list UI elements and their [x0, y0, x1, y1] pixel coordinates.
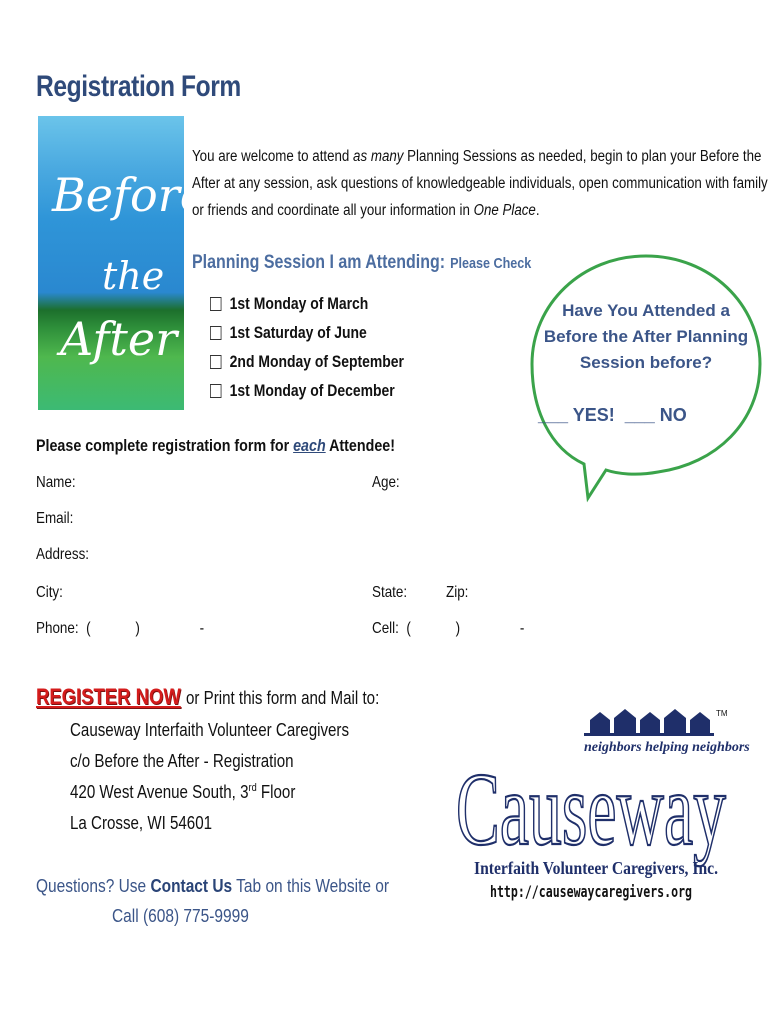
instructions-text: Attendee!	[325, 436, 395, 455]
cover-word-after: After	[60, 312, 178, 366]
questions-text	[36, 876, 389, 897]
session-option-label: 1st Monday of December	[229, 381, 395, 400]
city-field-label[interactable]: City:	[36, 584, 63, 601]
session-option-label: 1st Saturday of June	[229, 323, 367, 342]
page-title: Registration Form	[36, 70, 241, 103]
causeway-logo	[454, 704, 750, 910]
planning-session-label: Planning Session I am Attending:	[192, 252, 446, 273]
session-option-label: 2nd Monday of September	[229, 352, 404, 371]
zip-field-label[interactable]: Zip:	[446, 584, 469, 601]
intro-emphasis: One Place	[473, 202, 536, 219]
attended-before-question	[528, 298, 764, 376]
name-field-label[interactable]: Name:	[36, 474, 76, 491]
logo-tagline: neighbors helping neighbors	[584, 740, 750, 755]
before-the-after-cover-image	[38, 116, 207, 410]
ordinal-suffix: rd	[248, 782, 257, 794]
intro-paragraph	[192, 143, 768, 224]
yes-option[interactable]: ___ YES!	[538, 405, 615, 425]
cell-field-label[interactable]: Cell: ( ) -	[372, 620, 525, 637]
question-line: Before the After Planning	[543, 327, 749, 346]
street-text: 420 West Avenue South, 3	[70, 782, 249, 802]
question-line: Have You Attended a	[562, 301, 730, 320]
intro-text: Planning Sessions as needed, begin to plan your Before the	[403, 148, 762, 165]
logo-subtitle: Interfaith Volunteer Caregivers, Inc.	[474, 858, 718, 878]
trademark-mark: TM	[716, 709, 728, 718]
state-field-label[interactable]: State:	[372, 584, 408, 601]
session-option-september[interactable]	[210, 352, 404, 372]
session-option-march[interactable]	[210, 294, 368, 314]
speech-bubble-outline	[532, 256, 760, 498]
session-option-label: 1st Monday of March	[229, 294, 369, 313]
checkbox[interactable]	[210, 384, 221, 398]
questions-suffix: Tab on this Website or	[232, 876, 390, 896]
mail-address-line-4: La Crosse, WI 54601	[70, 813, 213, 833]
mail-address-line-2: c/o Before the After - Registration	[70, 751, 294, 771]
planning-session-heading	[192, 252, 531, 274]
no-option[interactable]: ___ NO	[624, 405, 687, 425]
instructions-emphasis: each	[293, 436, 326, 455]
session-option-june[interactable]	[210, 323, 367, 343]
floor-text: Floor	[256, 782, 296, 802]
logo-url[interactable]: http://causewaycaregivers.org	[490, 882, 692, 901]
contact-us-link[interactable]: Contact Us	[150, 876, 233, 896]
intro-text: or friends and coordinate all your information in	[192, 202, 474, 219]
checkbox[interactable]	[210, 297, 221, 311]
cover-word-the: the	[102, 254, 165, 298]
speech-bubble	[528, 252, 764, 502]
print-and-mail-text: or Print this form and Mail to:	[186, 688, 380, 708]
logo-wordmark: Causeway	[456, 752, 726, 867]
intro-text: .	[535, 202, 540, 219]
attendee-instructions	[36, 436, 395, 456]
address-field-label[interactable]: Address:	[36, 546, 90, 563]
age-field-label[interactable]: Age:	[372, 474, 400, 491]
intro-emphasis: as many	[353, 148, 404, 165]
intro-text: After at any session, ask questions of knowledgeable individuals, open communication with family	[192, 175, 768, 192]
session-option-december[interactable]	[210, 381, 395, 401]
register-now-link[interactable]: REGISTER NOW	[36, 684, 181, 709]
email-field-label[interactable]: Email:	[36, 510, 74, 527]
intro-text: You are welcome to attend	[192, 148, 354, 165]
instructions-text: Please complete registration form for	[36, 436, 294, 455]
phone-field-label[interactable]: Phone: ( ) -	[36, 620, 205, 637]
questions-prefix: Questions? Use	[36, 876, 151, 896]
checkbox[interactable]	[210, 326, 221, 340]
mail-address-line-1: Causeway Interfaith Volunteer Caregivers	[70, 720, 350, 740]
please-check-hint: Please Check	[450, 255, 532, 272]
houses-icon	[584, 709, 714, 736]
checkbox[interactable]	[210, 355, 221, 369]
yes-no-answer	[538, 405, 687, 426]
cover-word-before: Before	[52, 168, 207, 222]
question-line: Session before?	[579, 353, 713, 372]
mail-address-line-3	[70, 782, 295, 803]
call-phone-text: Call (608) 775-9999	[112, 906, 249, 926]
